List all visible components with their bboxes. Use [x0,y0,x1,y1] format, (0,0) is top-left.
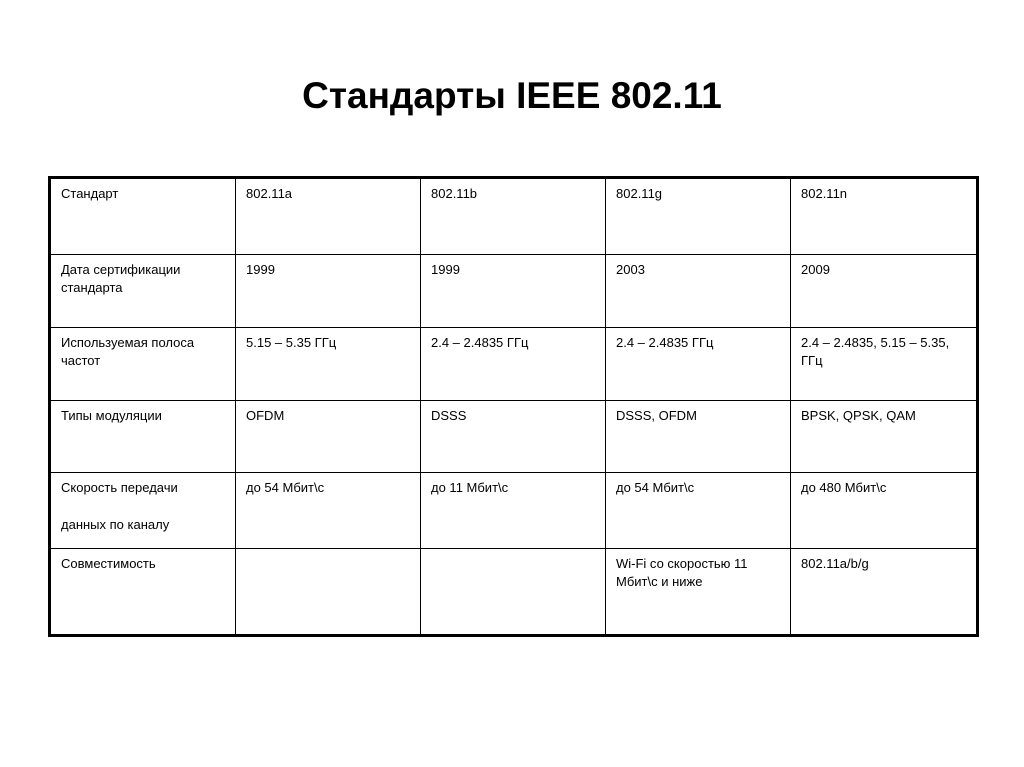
table-cell: до 54 Мбит\с [606,473,791,549]
table-cell [236,549,421,636]
table-cell: 2003 [606,255,791,328]
table-cell: 1999 [236,255,421,328]
row-label-certification-date: Дата сертификации стандарта [50,255,236,328]
table-row-modulation [50,401,978,473]
table-cell: DSSS, OFDM [606,401,791,473]
row-label-standard: Стандарт [50,178,236,255]
table-cell: DSSS [421,401,606,473]
row-label-modulation: Типы модуляции [50,401,236,473]
table-cell: 2.4 – 2.4835, 5.15 – 5.35, ГГц [791,328,978,401]
row-label-data-rate [50,473,236,549]
table-cell: BPSK, QPSK, QAM [791,401,978,473]
table-cell: OFDM [236,401,421,473]
table-cell: до 54 Мбит\с [236,473,421,549]
table-row-frequency-band [50,328,978,401]
table-cell: 802.11a/b/g [791,549,978,636]
slide-title: Стандарты IEEE 802.11 [302,75,722,116]
row-label-data-rate-line1: Скорость передачи [61,480,178,495]
row-label-frequency-band: Используемая полоса частот [50,328,236,401]
row-label-data-rate-line2: данных по каналу [61,517,170,532]
table-cell: Wi-Fi со скоростью 11 Мбит\с и ниже [606,549,791,636]
table-cell: 2.4 – 2.4835 ГГц [606,328,791,401]
table-row-compatibility [50,549,978,636]
row-label-compatibility: Совместимость [50,549,236,636]
table-row-certification-date [50,255,978,328]
standards-table [48,176,979,637]
table-cell: 802.11g [606,178,791,255]
standards-table-container [48,176,976,634]
table-cell [421,549,606,636]
table-cell: 802.11a [236,178,421,255]
table-cell: 802.11n [791,178,978,255]
table-cell: 802.11b [421,178,606,255]
table-row-standard [50,178,978,255]
table-cell: 1999 [421,255,606,328]
table-cell: 5.15 – 5.35 ГГц [236,328,421,401]
table-cell: 2.4 – 2.4835 ГГц [421,328,606,401]
table-cell: до 11 Мбит\с [421,473,606,549]
table-row-data-rate [50,473,978,549]
table-cell: 2009 [791,255,978,328]
table-cell: до 480 Мбит\с [791,473,978,549]
